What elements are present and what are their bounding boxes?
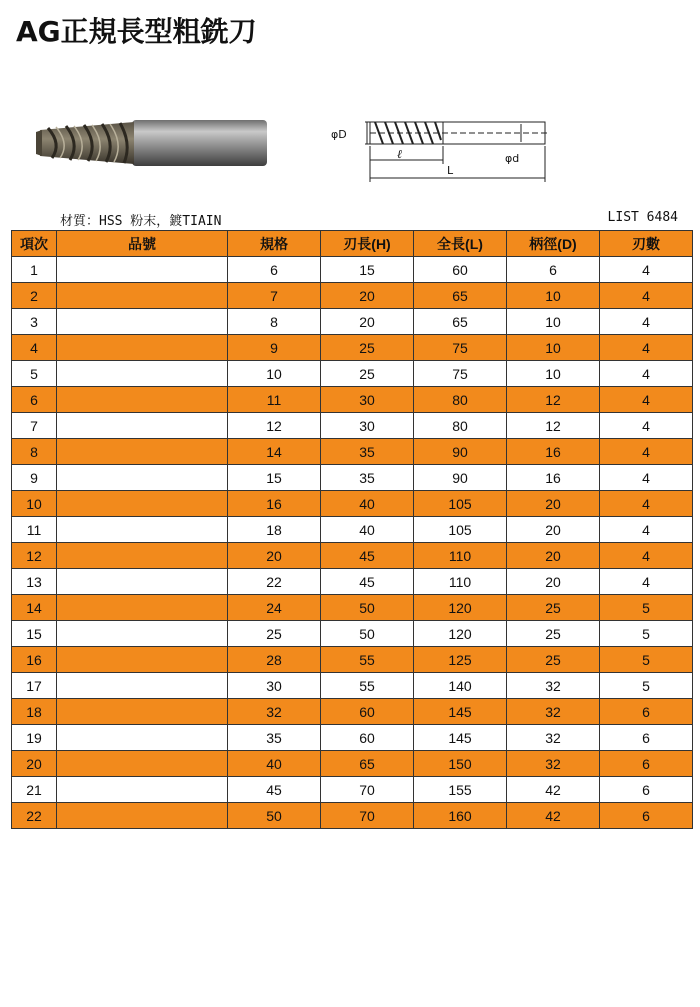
cell-part-no: [57, 491, 228, 517]
cell-size: 9: [228, 335, 321, 361]
table-row: [12, 673, 693, 699]
table-row: [12, 335, 693, 361]
cell-size: 14: [228, 439, 321, 465]
end-mill-drawing: [325, 112, 560, 190]
cell-flute-count: 4: [600, 309, 693, 335]
end-mill-photo: [22, 112, 272, 174]
cell-part-no: [57, 777, 228, 803]
cell-shank-diameter: 20: [507, 517, 600, 543]
table-row: [12, 543, 693, 569]
cell-part-no: [57, 335, 228, 361]
table-row: [12, 647, 693, 673]
cell-item-no: 2: [12, 283, 57, 309]
table-row: [12, 283, 693, 309]
cell-part-no: [57, 803, 228, 829]
cell-shank-diameter: 10: [507, 361, 600, 387]
cell-size: 8: [228, 309, 321, 335]
cell-part-no: [57, 257, 228, 283]
cell-shank-diameter: 10: [507, 283, 600, 309]
header-flute-count: 刃數: [600, 231, 693, 257]
cell-flute-length: 25: [321, 361, 414, 387]
cell-part-no: [57, 413, 228, 439]
cell-shank-diameter: 20: [507, 569, 600, 595]
header-size: 規格: [228, 231, 321, 257]
cell-size: 20: [228, 543, 321, 569]
drawing-label-l: ℓ: [397, 147, 402, 161]
cell-size: 6: [228, 257, 321, 283]
cell-shank-diameter: 10: [507, 309, 600, 335]
cell-flute-count: 4: [600, 413, 693, 439]
cell-part-no: [57, 751, 228, 777]
cell-flute-count: 4: [600, 335, 693, 361]
table-row: [12, 595, 693, 621]
cell-part-no: [57, 309, 228, 335]
cell-flute-length: 70: [321, 777, 414, 803]
cell-size: 30: [228, 673, 321, 699]
cell-flute-length: 70: [321, 803, 414, 829]
cell-item-no: 13: [12, 569, 57, 595]
cell-size: 50: [228, 803, 321, 829]
cell-overall-length: 90: [414, 465, 507, 491]
cell-shank-diameter: 16: [507, 439, 600, 465]
cell-flute-length: 15: [321, 257, 414, 283]
cell-flute-length: 35: [321, 465, 414, 491]
cell-overall-length: 155: [414, 777, 507, 803]
table-row: [12, 491, 693, 517]
cell-overall-length: 90: [414, 439, 507, 465]
cell-item-no: 4: [12, 335, 57, 361]
cell-flute-length: 50: [321, 595, 414, 621]
header-item-no: 項次: [12, 231, 57, 257]
cell-part-no: [57, 595, 228, 621]
table-row: [12, 309, 693, 335]
cell-overall-length: 125: [414, 647, 507, 673]
cell-flute-count: 4: [600, 569, 693, 595]
cell-flute-count: 4: [600, 387, 693, 413]
cell-flute-count: 4: [600, 465, 693, 491]
cell-flute-length: 20: [321, 283, 414, 309]
cell-flute-count: 4: [600, 257, 693, 283]
cell-part-no: [57, 439, 228, 465]
table-body: [12, 257, 693, 829]
table-row: [12, 361, 693, 387]
cell-flute-length: 30: [321, 387, 414, 413]
cell-item-no: 10: [12, 491, 57, 517]
cell-item-no: 5: [12, 361, 57, 387]
cell-item-no: 16: [12, 647, 57, 673]
cell-part-no: [57, 725, 228, 751]
cell-flute-length: 60: [321, 725, 414, 751]
header-shank-diameter: 柄徑(D): [507, 231, 600, 257]
cell-flute-count: 5: [600, 595, 693, 621]
cell-flute-length: 30: [321, 413, 414, 439]
cell-item-no: 9: [12, 465, 57, 491]
cell-flute-count: 4: [600, 491, 693, 517]
cell-flute-length: 60: [321, 699, 414, 725]
cell-size: 16: [228, 491, 321, 517]
cell-item-no: 22: [12, 803, 57, 829]
table-row: [12, 803, 693, 829]
cell-part-no: [57, 361, 228, 387]
list-number: LIST 6484: [607, 210, 678, 225]
cell-part-no: [57, 569, 228, 595]
table-row: [12, 569, 693, 595]
cell-shank-diameter: 42: [507, 777, 600, 803]
cell-shank-diameter: 12: [507, 413, 600, 439]
cell-item-no: 12: [12, 543, 57, 569]
page-title: AG正規長型粗銑刀: [16, 15, 257, 48]
cell-size: 25: [228, 621, 321, 647]
cell-size: 40: [228, 751, 321, 777]
cell-overall-length: 145: [414, 725, 507, 751]
cell-item-no: 3: [12, 309, 57, 335]
cell-overall-length: 75: [414, 335, 507, 361]
cell-overall-length: 105: [414, 517, 507, 543]
table-row: [12, 751, 693, 777]
cell-overall-length: 60: [414, 257, 507, 283]
cell-flute-count: 6: [600, 777, 693, 803]
header-flute-length: 刃長(H): [321, 231, 414, 257]
cell-flute-length: 55: [321, 647, 414, 673]
cell-shank-diameter: 42: [507, 803, 600, 829]
cell-overall-length: 110: [414, 569, 507, 595]
spec-table: [11, 230, 693, 829]
cell-item-no: 14: [12, 595, 57, 621]
drawing-label-L: L: [447, 164, 454, 177]
cell-flute-length: 25: [321, 335, 414, 361]
cell-flute-length: 35: [321, 439, 414, 465]
cell-item-no: 6: [12, 387, 57, 413]
cell-overall-length: 65: [414, 309, 507, 335]
cell-part-no: [57, 543, 228, 569]
cell-flute-count: 4: [600, 517, 693, 543]
cell-overall-length: 140: [414, 673, 507, 699]
cell-flute-count: 4: [600, 361, 693, 387]
table-header-row: [12, 231, 693, 257]
cell-overall-length: 120: [414, 595, 507, 621]
cell-flute-length: 40: [321, 491, 414, 517]
drawing-label-d: φd: [505, 152, 520, 165]
cell-shank-diameter: 20: [507, 491, 600, 517]
cell-size: 15: [228, 465, 321, 491]
drawing-label-D: φD: [331, 128, 347, 141]
table-row: [12, 465, 693, 491]
cell-part-no: [57, 465, 228, 491]
cell-shank-diameter: 32: [507, 673, 600, 699]
table-row: [12, 777, 693, 803]
cell-overall-length: 145: [414, 699, 507, 725]
cell-part-no: [57, 621, 228, 647]
cell-item-no: 11: [12, 517, 57, 543]
cell-shank-diameter: 12: [507, 387, 600, 413]
table-row: [12, 517, 693, 543]
cell-size: 28: [228, 647, 321, 673]
cell-flute-count: 6: [600, 751, 693, 777]
cell-size: 45: [228, 777, 321, 803]
cell-part-no: [57, 283, 228, 309]
cell-shank-diameter: 32: [507, 725, 600, 751]
cell-shank-diameter: 25: [507, 621, 600, 647]
cell-flute-length: 50: [321, 621, 414, 647]
cell-size: 11: [228, 387, 321, 413]
cell-shank-diameter: 10: [507, 335, 600, 361]
cell-shank-diameter: 25: [507, 647, 600, 673]
cell-overall-length: 75: [414, 361, 507, 387]
cell-item-no: 20: [12, 751, 57, 777]
cell-flute-length: 55: [321, 673, 414, 699]
cell-flute-count: 6: [600, 699, 693, 725]
cell-flute-length: 65: [321, 751, 414, 777]
cell-shank-diameter: 32: [507, 751, 600, 777]
cell-item-no: 19: [12, 725, 57, 751]
cell-overall-length: 105: [414, 491, 507, 517]
table-row: [12, 257, 693, 283]
cell-size: 32: [228, 699, 321, 725]
table-row: [12, 413, 693, 439]
cell-item-no: 1: [12, 257, 57, 283]
cell-shank-diameter: 16: [507, 465, 600, 491]
cell-overall-length: 150: [414, 751, 507, 777]
cell-flute-length: 45: [321, 543, 414, 569]
cell-overall-length: 110: [414, 543, 507, 569]
cell-size: 12: [228, 413, 321, 439]
table-row: [12, 725, 693, 751]
cell-flute-count: 4: [600, 439, 693, 465]
cell-size: 22: [228, 569, 321, 595]
header-part-no: 品號: [57, 231, 228, 257]
cell-flute-count: 5: [600, 673, 693, 699]
cell-flute-count: 5: [600, 621, 693, 647]
cell-shank-diameter: 25: [507, 595, 600, 621]
cell-part-no: [57, 699, 228, 725]
cell-item-no: 21: [12, 777, 57, 803]
cell-part-no: [57, 673, 228, 699]
cell-overall-length: 160: [414, 803, 507, 829]
cell-item-no: 8: [12, 439, 57, 465]
cell-overall-length: 65: [414, 283, 507, 309]
table-row: [12, 387, 693, 413]
cell-overall-length: 80: [414, 387, 507, 413]
cell-shank-diameter: 32: [507, 699, 600, 725]
header-overall-length: 全長(L): [414, 231, 507, 257]
cell-size: 24: [228, 595, 321, 621]
cell-part-no: [57, 517, 228, 543]
cell-flute-count: 5: [600, 647, 693, 673]
table-row: [12, 439, 693, 465]
cell-flute-length: 40: [321, 517, 414, 543]
cell-flute-count: 4: [600, 543, 693, 569]
cell-size: 7: [228, 283, 321, 309]
cell-flute-count: 4: [600, 283, 693, 309]
cell-flute-count: 6: [600, 725, 693, 751]
cell-shank-diameter: 20: [507, 543, 600, 569]
cell-item-no: 17: [12, 673, 57, 699]
cell-size: 10: [228, 361, 321, 387]
cell-flute-length: 20: [321, 309, 414, 335]
cell-part-no: [57, 387, 228, 413]
material-note: 材質：HSS 粉末，鍍TIAIN: [60, 214, 222, 229]
cell-overall-length: 80: [414, 413, 507, 439]
cell-part-no: [57, 647, 228, 673]
cell-size: 18: [228, 517, 321, 543]
cell-flute-length: 45: [321, 569, 414, 595]
cell-overall-length: 120: [414, 621, 507, 647]
cell-size: 35: [228, 725, 321, 751]
table-row: [12, 621, 693, 647]
cell-shank-diameter: 6: [507, 257, 600, 283]
cell-item-no: 15: [12, 621, 57, 647]
cell-flute-count: 6: [600, 803, 693, 829]
table-row: [12, 699, 693, 725]
cell-item-no: 18: [12, 699, 57, 725]
cell-item-no: 7: [12, 413, 57, 439]
